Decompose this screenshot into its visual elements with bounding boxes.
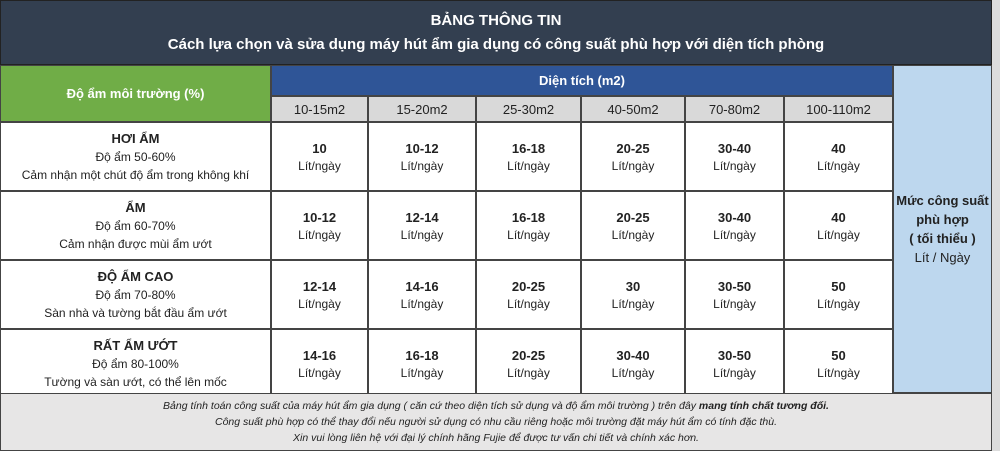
capacity-cell	[581, 260, 685, 329]
capacity-unit: Lít/ngày	[713, 158, 756, 173]
capacity-cell	[784, 329, 893, 398]
capacity-value: 40	[831, 209, 846, 225]
column-header: 70-80m2	[685, 96, 784, 122]
capacity-unit: Lít/ngày	[611, 296, 655, 311]
condition-humidity: Độ ẩm 70-80%	[95, 287, 176, 302]
area-header: Diện tích (m2)	[271, 65, 893, 96]
capacity-unit: Lít/ngày	[507, 296, 550, 311]
capacity-unit: Lít/ngày	[713, 365, 756, 380]
capacity-value: 40	[831, 140, 846, 156]
capacity-value: 30-40	[616, 347, 650, 363]
column-header: 40-50m2	[581, 96, 685, 122]
side-note-line: Mức công suất	[896, 193, 989, 208]
capacity-value: 20-25	[511, 347, 546, 363]
capacity-cell	[784, 122, 893, 191]
env-condition-cell	[0, 191, 271, 260]
capacity-cell	[271, 329, 368, 398]
condition-name: ĐỘ ẨM CAO	[97, 268, 174, 284]
capacity-cell	[784, 191, 893, 260]
capacity-side-note	[893, 65, 992, 393]
column-header: 100-110m2	[784, 96, 893, 122]
capacity-unit: Lít/ngày	[817, 296, 860, 311]
capacity-unit: Lít/ngày	[507, 158, 550, 173]
env-condition-cell	[0, 329, 271, 398]
capacity-cell	[271, 260, 368, 329]
capacity-value: 20-25	[616, 140, 650, 156]
side-note-line: ( tối thiểu )	[909, 231, 976, 246]
capacity-unit: Lít/ngày	[507, 227, 550, 242]
column-header: 15-20m2	[368, 96, 476, 122]
capacity-cell	[476, 122, 581, 191]
capacity-value: 14-16	[302, 347, 337, 363]
capacity-cell	[368, 329, 476, 398]
capacity-cell	[368, 191, 476, 260]
condition-description: Cảm nhận được mùi ẩm ướt	[59, 236, 212, 251]
capacity-cell	[476, 329, 581, 398]
capacity-unit: Lít/ngày	[611, 365, 655, 380]
capacity-cell	[271, 122, 368, 191]
capacity-unit: Lít/ngày	[611, 227, 655, 242]
capacity-value: 16-18	[511, 140, 546, 156]
capacity-value: 20-25	[616, 209, 650, 225]
capacity-cell	[271, 191, 368, 260]
capacity-unit: Lít/ngày	[611, 158, 655, 173]
capacity-value: 10-12	[302, 209, 337, 225]
capacity-unit: Lít/ngày	[713, 296, 756, 311]
footer-emphasis: mang tính chất tương đối.	[698, 400, 829, 412]
capacity-cell	[581, 329, 685, 398]
capacity-unit: Lít/ngày	[817, 227, 860, 242]
capacity-value: 10-12	[405, 140, 439, 156]
footer-line: Xin vui lòng liên hệ với đại lý chính hãng Fujie để được tư vấn chi tiết và chính xác hơn.	[293, 432, 699, 444]
capacity-cell	[476, 191, 581, 260]
capacity-unit: Lít/ngày	[817, 158, 860, 173]
capacity-unit: Lít/ngày	[713, 227, 756, 242]
env-condition-cell	[0, 260, 271, 329]
column-header: 10-15m2	[271, 96, 368, 122]
capacity-cell	[581, 191, 685, 260]
capacity-value: 30	[625, 278, 641, 294]
capacity-value: 30-50	[717, 347, 752, 363]
capacity-value: 50	[831, 347, 846, 363]
title-banner	[0, 0, 992, 65]
capacity-value: 30-40	[717, 140, 752, 156]
side-note-unit: Lít / Ngày	[914, 250, 971, 265]
capacity-unit: Lít/ngày	[400, 365, 444, 380]
column-header: 25-30m2	[476, 96, 581, 122]
condition-description: Sàn nhà và tường bắt đầu ẩm ướt	[44, 305, 227, 320]
capacity-cell	[784, 260, 893, 329]
capacity-value: 12-14	[405, 209, 439, 225]
env-humidity-header: Độ ẩm môi trường (%)	[0, 65, 271, 122]
capacity-cell	[581, 122, 685, 191]
footer-note	[0, 393, 992, 451]
condition-name: HƠI ẨM	[111, 130, 160, 146]
capacity-cell	[685, 122, 784, 191]
capacity-value: 30-50	[717, 278, 752, 294]
env-condition-cell	[0, 122, 271, 191]
condition-humidity: Độ ẩm 60-70%	[95, 218, 176, 233]
condition-description: Cảm nhận một chút độ ẩm trong không khí	[21, 167, 250, 182]
footer-line: Công suất phù hợp có thể thay đổi nếu người sử dụng có nhu cầu riêng hoặc môi trường đặt máy hút ẩm có tính đặc thù.	[214, 416, 777, 428]
capacity-value: 10	[312, 140, 327, 156]
condition-humidity: Độ ẩm 50-60%	[95, 149, 176, 164]
capacity-value: 50	[831, 278, 846, 294]
capacity-unit: Lít/ngày	[298, 296, 341, 311]
capacity-unit: Lít/ngày	[400, 158, 444, 173]
capacity-cell	[685, 260, 784, 329]
capacity-value: 16-18	[405, 347, 439, 363]
condition-description: Tường và sàn ướt, có thể lên mốc	[44, 374, 227, 389]
capacity-unit: Lít/ngày	[298, 365, 341, 380]
footer-line: Bảng tính toán công suất của máy hút ẩm gia dụng ( căn cứ theo diện tích sử dụng và độ ẩm môi trường ) trên đây mang tính chất tương đối.	[163, 400, 829, 412]
capacity-unit: Lít/ngày	[817, 365, 860, 380]
capacity-unit: Lít/ngày	[400, 227, 444, 242]
capacity-cell	[685, 191, 784, 260]
capacity-cell	[368, 122, 476, 191]
condition-name: RẤT ẨM ƯỚT	[93, 337, 178, 353]
capacity-unit: Lít/ngày	[507, 365, 550, 380]
table-title: BẢNG THÔNG TIN	[430, 12, 562, 29]
capacity-cell	[368, 260, 476, 329]
capacity-value: 12-14	[302, 278, 337, 294]
capacity-value: 14-16	[405, 278, 439, 294]
table-subtitle: Cách lựa chọn và sửa dụng máy hút ẩm gia dụng có công suất phù hợp với diện tích phòng	[167, 36, 825, 53]
condition-humidity: Độ ẩm 80-100%	[92, 356, 179, 371]
capacity-cell	[476, 260, 581, 329]
capacity-value: 20-25	[511, 278, 546, 294]
capacity-unit: Lít/ngày	[400, 296, 444, 311]
capacity-value: 30-40	[717, 209, 752, 225]
capacity-unit: Lít/ngày	[298, 158, 341, 173]
condition-name: ẨM	[125, 199, 146, 215]
capacity-cell	[685, 329, 784, 398]
capacity-value: 16-18	[511, 209, 546, 225]
capacity-unit: Lít/ngày	[298, 227, 341, 242]
side-note-line: phù hợp	[916, 212, 969, 227]
